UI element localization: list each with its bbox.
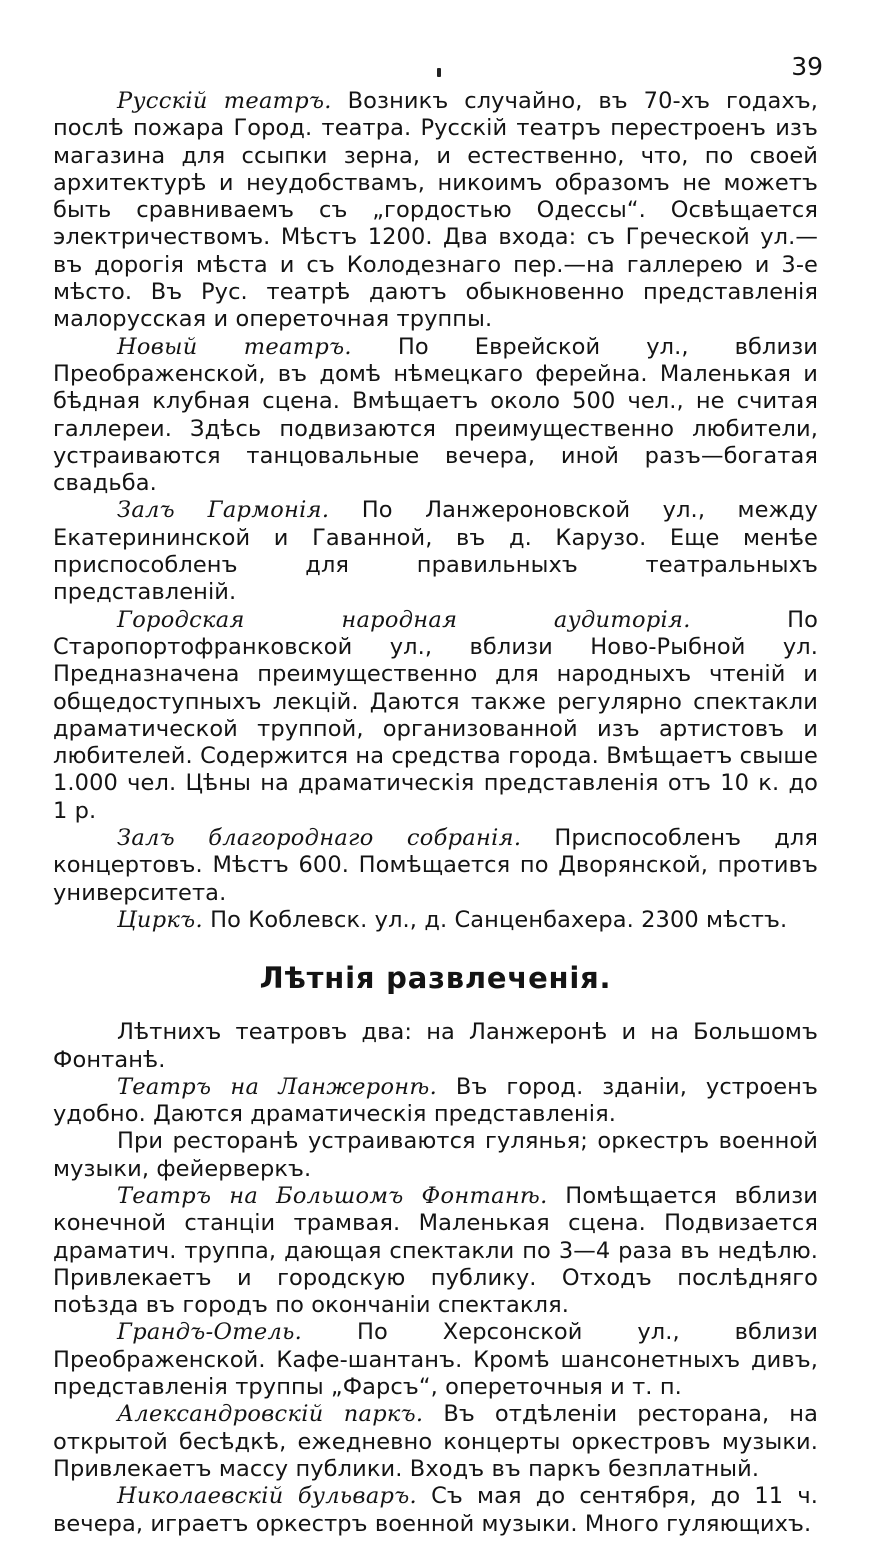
entry-title: Русскій театръ. (117, 88, 332, 114)
entry-text: По Херсонской ул., вблизи Преображенской. Кафе-шантанъ. Кромѣ шансонетныхъ дивъ, представленія труппы „Фарсъ“, опереточныя и т. п. (53, 1319, 818, 1401)
paragraph-harmony-hall (53, 497, 818, 606)
entry-title: Циркъ. (117, 906, 203, 933)
entry-text: Возникъ случайно, въ 70-хъ годахъ, послѣ пожара Город. театра. Русскій театръ перестроенъ изъ магазина для ссыпки зерна, и естественно, что, по своей архитектурѣ и неудобствамъ, никоимъ образомъ не можетъ быть сравниваемъ съ „гордостью Одессы“. Освѣщается электричествомъ. Мѣстъ 1200. Два входа: съ Греческой ул.—въ дорогія мѣста и съ Колодезнаго пер.—на галлерею и 3-е мѣсто. Въ Рус. театрѣ даютъ обыкновенно представленія малорусская и опереточная труппы. (53, 88, 818, 333)
page-number: 39 (791, 52, 823, 81)
paragraph-bolshoi-fontan-theatre (53, 1183, 818, 1319)
entry-text: По Старопортофранковской ул., вблизи Ново-Рыбной ул. Предназначена преимущественно для народныхъ чтеній и общедоступныхъ лекцій. Даются также регулярно спектакли драматической труппой, организованной изъ артистовъ и любителей. Содержится на средства города. Вмѣщаетъ свыше 1.000 чел. Цѣны на драматическія представленія отъ 10 к. до 1 р. (53, 606, 818, 824)
entry-text: По Коблевск. ул., д. Санценбахера. 2300 мѣстъ. (202, 906, 788, 933)
entry-text: Въ отдѣленіи ресторана, на открытой бесѣдкѣ, ежедневно концерты оркестровъ музыки. Привлекаетъ массу публики. Входъ въ паркъ безплатный. (53, 1401, 818, 1482)
entry-title: Городская народная аудиторія. (117, 606, 691, 633)
paragraph-restaurant-festivities (53, 1128, 818, 1183)
paragraph-summer-theatres-intro (53, 1019, 818, 1074)
entry-title: Николаевскій бульваръ. (117, 1483, 417, 1510)
paragraph-alexandrovsky-park (53, 1401, 818, 1483)
entry-title: Залъ Гармонія. (117, 497, 330, 524)
entry-text: Лѣтнихъ театровъ два: на Ланжеронѣ и на Большомъ Фонтанѣ. (53, 1019, 818, 1073)
entry-title: Залъ благороднаго собранія. (117, 825, 522, 852)
entry-title: Театръ на Большомъ Фонтанѣ. (117, 1182, 548, 1209)
entry-title: Театръ на Ланжеронѣ. (117, 1073, 438, 1100)
ink-speck (437, 68, 441, 77)
paragraph-new-theatre (53, 334, 818, 498)
section-heading: Лѣтнія развлеченія. (259, 961, 612, 996)
entry-text: По Ланжероновской ул., между Екатерининской и Гаванной, въ д. Карузо. Еще менѣе приспособленъ для правильныхъ театральныхъ представленій. (53, 497, 818, 606)
paragraph-grand-hotel (53, 1319, 818, 1401)
paragraph-langeron-theatre (53, 1074, 818, 1129)
entry-text: По Еврейской ул., вблизи Преображенской, въ домѣ нѣмецкаго ферейна. Маленькая и бѣдная клубная сцена. Вмѣщаетъ около 500 чел., не считая галлереи. Здѣсь подвизаются преимущественно любители, устраиваются танцовальные вечера, иной разъ—богатая свадьба. (53, 333, 818, 497)
entry-text: При ресторанѣ устраиваются гулянья; оркестръ военной музыки, фейерверкъ. (53, 1128, 818, 1182)
paragraph-noble-assembly-hall (53, 825, 818, 907)
paragraph-city-auditorium (53, 607, 818, 825)
entry-text: Въ город. зданіи, устроенъ удобно. Даются драматическія представленія. (53, 1073, 818, 1128)
entry-title: Александровскій паркъ. (117, 1401, 424, 1428)
entry-text: Помѣщается вблизи конечной станціи трамвая. Маленькая сцена. Подвизается драматич. труппа, дающая спектакли по 3—4 раза въ недѣлю. Привлекаетъ и городскую публику. Отходъ послѣдняго поѣзда въ городъ по окончаніи спектакля. (53, 1182, 818, 1319)
paragraph-circus (53, 907, 818, 934)
page-content (53, 88, 818, 1538)
entry-text: Съ мая до сентября, до 11 ч. вечера, играетъ оркестръ военной музыки. Много гуляющихъ. (53, 1483, 818, 1537)
entry-title: Грандъ-Отель. (117, 1319, 303, 1346)
entry-text: Приспособленъ для концертовъ. Мѣстъ 600. Помѣщается по Дворянской, противъ университета. (53, 825, 818, 906)
paragraph-russian-theatre (53, 88, 818, 334)
entry-title: Новый театръ. (117, 333, 352, 360)
paragraph-nikolaevsky-boulevard (53, 1483, 818, 1538)
